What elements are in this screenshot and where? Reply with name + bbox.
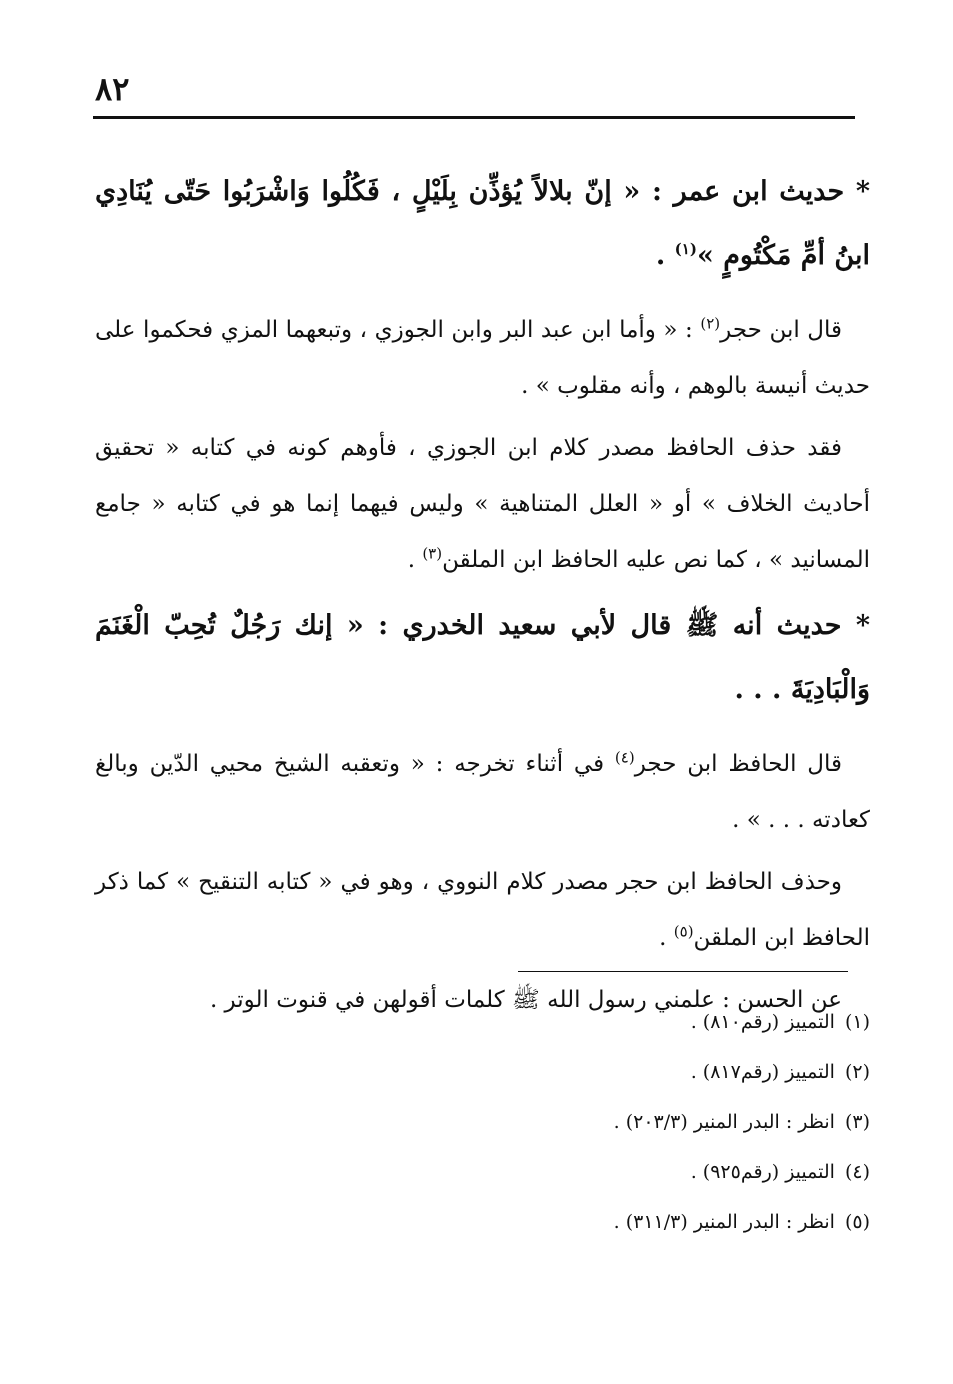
footnote-ref: (٢) xyxy=(700,314,721,333)
header-rule xyxy=(93,116,855,119)
paragraph: فقد حذف الحافظ مصدر كلام ابن الجوزي ، فأوهم كونه في كتابه « تحقيق أحاديث الخلاف » أو « العلل المتناهية » وليس فيهما إنما هو في كتابه « جامع المسانيد » ، كما نص عليه الحافظ ابن الملقن$^{(٣)}$ . xyxy=(95,435,870,573)
main-text xyxy=(95,160,870,1034)
footnote-ref: (١) xyxy=(674,240,697,258)
paragraph: عن الحسن : علمني رسول الله ﷺ كلمات أقولهن في قنوت الوتر . xyxy=(209,987,842,1013)
paragraph: وحذف الحافظ ابن حجر مصدر كلام النووي ، وهو في « كتابه التنقيح » كما ذكر الحافظ ابن الملقن$^{(٥)}$ . xyxy=(95,869,870,951)
footnote: (١)التمييز (رقم٨١٠) . xyxy=(690,1011,870,1033)
hadith-heading: * حديث ابن عمر : « إنّ بلالاً يُؤذِّن بِلَيْلٍ ، فَكُلُوا وَاشْرَبُوا حَتّى يُنَادِي ابنُ أمِّ مَكْتُومٍ »$^{(١)}$ . xyxy=(95,176,870,271)
footnote-ref: (٤) xyxy=(614,748,635,767)
paragraph: قال ابن حجر$^{(٢)}$ : « وأما ابن عبد البر وابن الجوزي ، وتبعهما المزي فحكموا على حديث أنيسة بالوهم ، وأنه مقلوب » . xyxy=(95,314,870,399)
footnotes xyxy=(270,997,870,1247)
paragraph: قال الحافظ ابن حجر$^{(٤)}$ في أثناء تخرجه : « وتعقبه الشيخ محيي الدّين وبالغ كعادته . . . » . xyxy=(95,748,870,833)
footnote: (٣)انظر : البدر المنير (٢٠٣/٣) . xyxy=(613,1111,870,1133)
footnote-ref: (٣) xyxy=(422,544,443,563)
footnote: (٤)التمييز (رقم٩٢٥) . xyxy=(690,1161,870,1183)
hadith-heading: * حديث أنه ﷺ قال لأبي سعيد الخدري : « إنك رَجُلٌ تُحِبّ الْغَنَمَ وَالْبَادِيَةَ . . . xyxy=(95,610,870,705)
footnote-ref: (٥) xyxy=(673,922,694,941)
footnote: (٥)انظر : البدر المنير (٣١١/٣) . xyxy=(613,1211,870,1233)
footnote: (٢)التمييز (رقم٨١٧) . xyxy=(690,1061,870,1083)
footnote-separator xyxy=(518,971,848,972)
page-number: ٨٢ xyxy=(95,70,130,108)
